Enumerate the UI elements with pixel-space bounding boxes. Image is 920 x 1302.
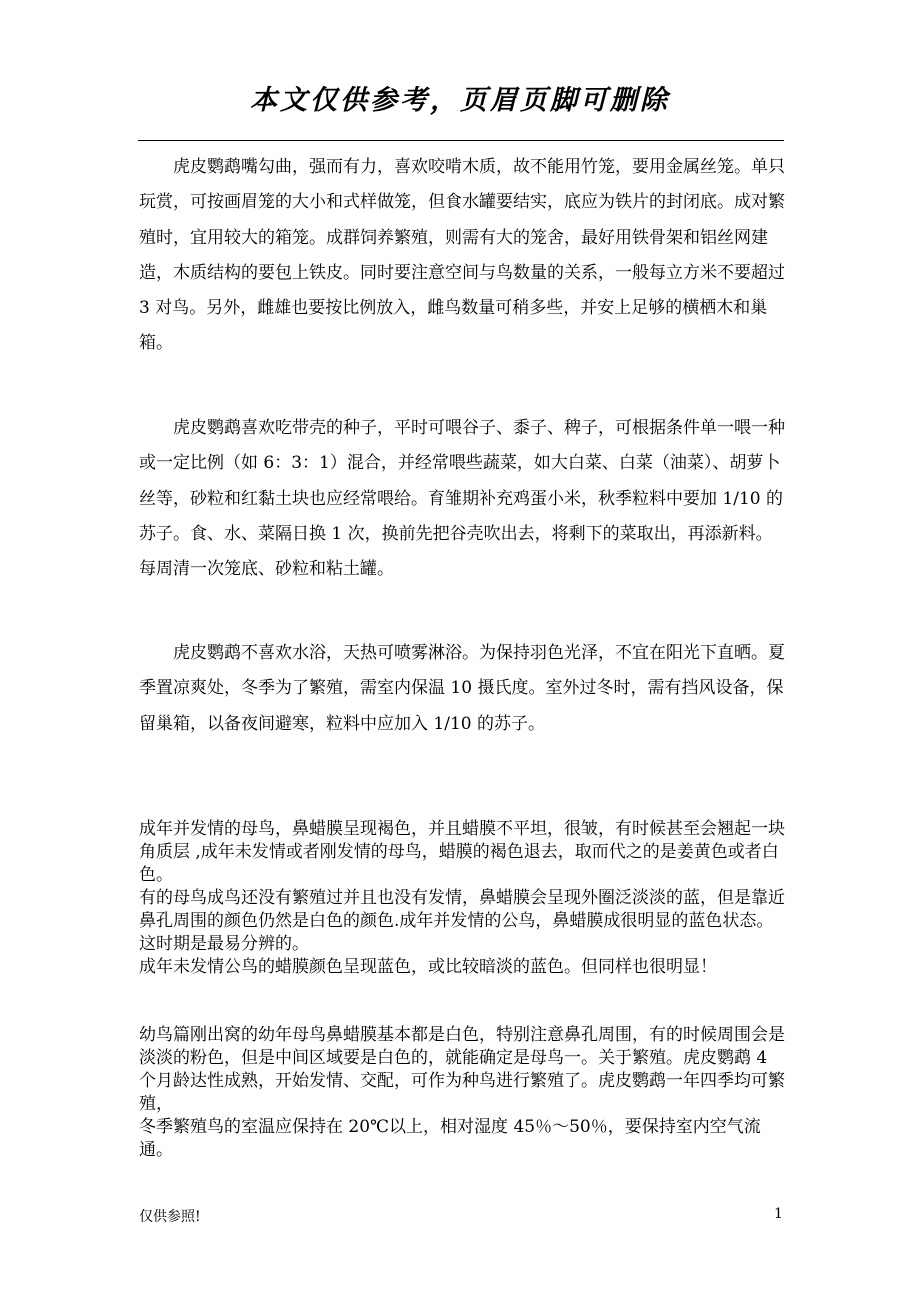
paragraph-cage: 虎皮鹦鹉嘴勾曲，强而有力，喜欢咬啃木质，故不能用竹笼，要用金属丝笼。单只玩赏，可按画眉笼的大小和式样做笼，但食水罐要结实，底应为铁片的封闭底。成对繁殖时，宜用较大的箱笼。成群饲养繁殖，则需有大的笼舍，最好用铁骨架和铝丝网建造，木质结构的要包上铁皮。同时要注意空间与鸟数量的关系，一般每立方米不要超过 3 对鸟。另外，雌雄也要按比例放入，雌鸟数量可稍多些，并安上足够的横栖木和巢箱。 <box>139 157 785 354</box>
header-divider <box>138 140 784 141</box>
note-line: 幼鸟篇刚出窝的幼年母鸟鼻蜡膜基本都是白色，特别注意鼻孔周围，有的时候周围会是淡淡的粉色，但是中间区域要是白色的，就能确定是母鸟一。关于繁殖。虎皮鹦鹉 4 个月龄达性成熟，开始发情、交配，可作为种鸟进行繁殖了。虎皮鹦鹉一年四季均可繁殖， <box>139 1025 785 1114</box>
paragraph-feeding: 虎皮鹦鹉喜欢吃带壳的种子，平时可喂谷子、黍子、稗子，可根据条件单一喂一种或一定比例（如 6：3：1）混合，并经常喂些蔬菜，如大白菜、白菜（油菜）、胡萝卜丝等，砂粒和红黏土块也应经常喂给。育雏期补充鸡蛋小米，秋季粒料中要加 1/10 的苏子。食、水、菜隔日换 1 次，换前先把谷壳吹出去，将剩下的菜取出，再添新料。每周清一次笼底、砂粒和粘土罐。 <box>139 418 785 580</box>
page-number: 1 <box>774 1206 783 1222</box>
notes-juvenile-breeding <box>139 1024 785 1162</box>
note-line: 成年并发情的母鸟，鼻蜡膜呈现褐色，并且蜡膜不平坦，很皱，有时候甚至会翘起一块角质层 ,成年未发情或者刚发情的母鸟，蜡膜的褐色退去，取而代之的是姜黄色或者白色。 <box>139 819 785 885</box>
paragraph-bathing: 虎皮鹦鹉不喜欢水浴，天热可喷雾淋浴。为保持羽色光泽，不宜在阳光下直晒。夏季置凉爽处，冬季为了繁殖，需室内保温 10 摄氏度。室外过冬时，需有挡风设备，保留巢箱，以备夜间避寒，粒料中应加入 1/10 的苏子。 <box>139 643 785 734</box>
footer-note: 仅供参照! <box>139 1209 201 1225</box>
page-header-title: 本文仅供参考，页眉页脚可删除 <box>250 85 670 116</box>
note-line: 冬季繁殖鸟的室温应保持在 20℃以上，相对湿度 45％～50％，要保持室内空气流通。 <box>139 1117 761 1160</box>
note-line: 有的母鸟成鸟还没有繁殖过并且也没有发情，鼻蜡膜会呈现外圈泛淡淡的蓝，但是靠近鼻孔周围的颜色仍然是白色的颜色.成年并发情的公鸟，鼻蜡膜成很明显的蓝色状态。这时期是最易分辨的。 <box>139 888 785 954</box>
note-line: 成年未发情公鸟的蜡膜颜色呈现蓝色，或比较暗淡的蓝色。但同样也很明显！ <box>139 957 717 977</box>
notes-cere-adult <box>139 818 785 979</box>
